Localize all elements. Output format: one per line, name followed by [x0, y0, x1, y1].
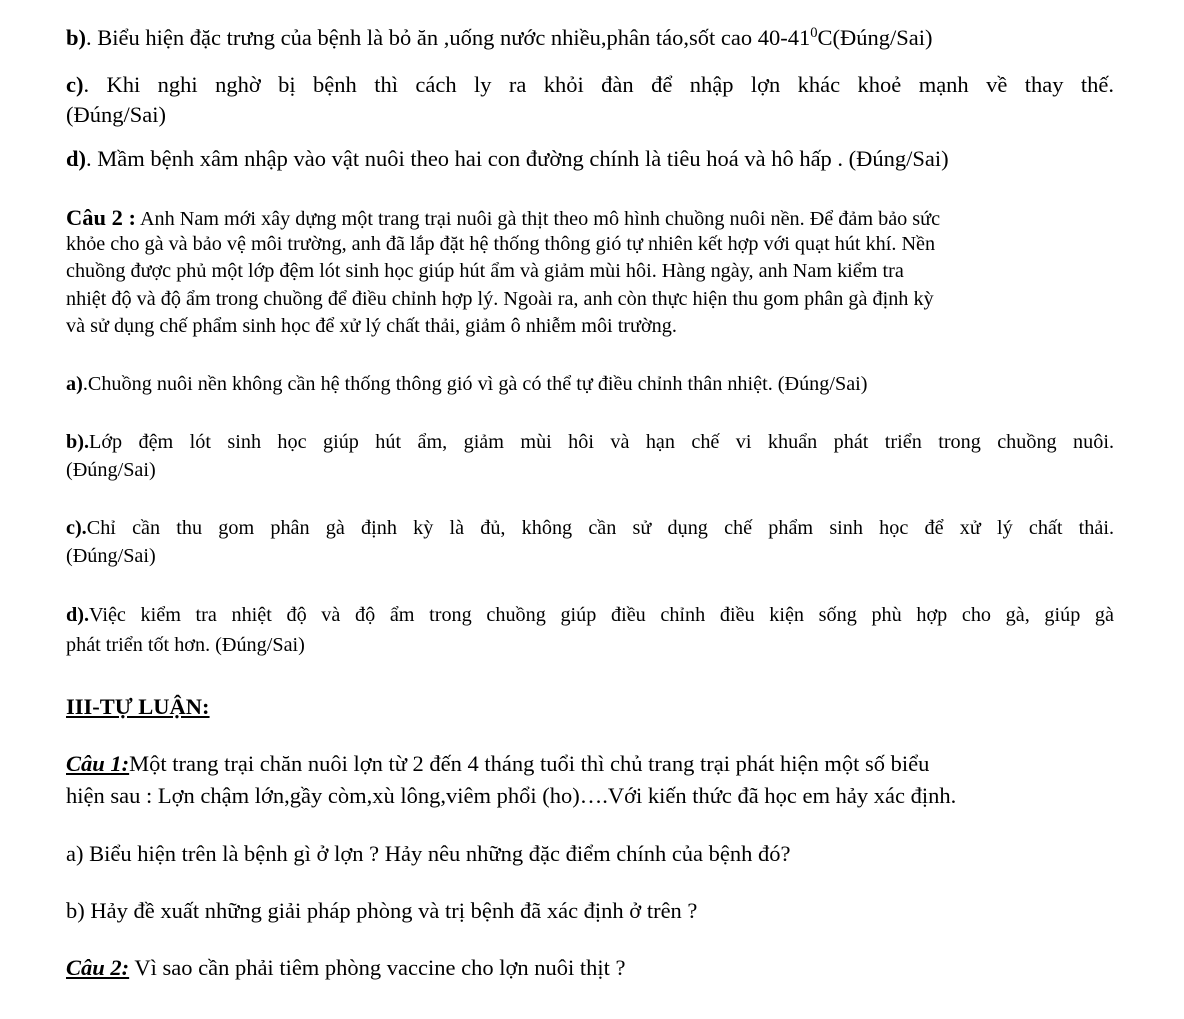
degree-superscript: 0 — [810, 24, 818, 41]
statement-2d-line1 — [66, 604, 1114, 627]
statement-2b-line1 — [66, 431, 1114, 454]
question-text: hiện sau : Lợn chậm lớn,gầy còm,xù lông,viêm phổi (ho)….Với kiến thức đã học em hảy xác định. — [66, 783, 957, 808]
statement-text: phát triển tốt hơn. (Đúng/Sai) — [66, 634, 305, 656]
paragraph-text: và sử dụng chế phẩm sinh học để xử lý chất thải, giảm ô nhiễm môi trường. — [66, 315, 677, 337]
statement-text: Lớp đệm lót sinh học giúp hút ẩm, giảm mùi hôi và hạn chế vi khuẩn phát triển trong chuồng nuôi. — [89, 431, 1114, 453]
statement-label: b) — [66, 25, 87, 50]
statement-text: .Chuồng nuôi nền không cần hệ thống thông gió vì gà có thể tự điều chỉnh thân nhiệt. (Đúng/Sai) — [82, 373, 868, 395]
statement-2a — [66, 373, 868, 396]
statement-text: . Khi nghi nghờ bị bệnh thì cách ly ra khỏi đàn để nhập lợn khác khoẻ mạnh về thay thế. — [83, 72, 1114, 97]
section-heading: III-TỰ LUẬN: — [66, 694, 210, 719]
statement-text: . Biểu hiện đặc trưng của bệnh là bỏ ăn ,uống nước nhiều,phân táo,sốt cao 40-41 — [86, 25, 811, 50]
statement-2d-line2 — [66, 634, 305, 657]
statement-b — [66, 25, 933, 51]
paragraph-text: nhiệt độ và độ ẩm trong chuồng để điều chỉnh hợp lý. Ngoài ra, anh còn thực hiện thu gom phân gà định kỳ — [66, 288, 934, 310]
sub-question-text: b) Hảy đề xuất những giải pháp phòng và trị bệnh đã xác định ở trên ? — [66, 898, 698, 923]
essay-question-1-line2 — [66, 783, 956, 809]
sub-question-text: a) Biểu hiện trên là bệnh gì ở lợn ? Hảy nêu những đặc điểm chính của bệnh đó? — [66, 841, 791, 866]
statement-2c-line1 — [66, 517, 1114, 540]
statement-text: Việc kiểm tra nhiệt độ và độ ẩm trong chuồng giúp điều chỉnh điều kiện sống phù hợp cho gà, giúp gà — [89, 604, 1114, 626]
question-2-paragraph-line2 — [66, 233, 935, 256]
question-text: Vì sao cần phải tiêm phòng vaccine cho lợn nuôi thịt ? — [129, 955, 626, 980]
question-2-paragraph-line1 — [66, 206, 940, 231]
statement-label: b). — [66, 431, 89, 453]
statement-text-end: C(Đúng/Sai) — [817, 25, 933, 50]
paragraph-text: chuồng được phủ một lớp đệm lót sinh học giúp hút ẩm và giảm mùi hôi. Hàng ngày, anh Nam kiểm tra — [66, 260, 904, 282]
statement-answer-hint: (Đúng/Sai) — [66, 545, 156, 567]
question-label: Câu 2 : — [66, 205, 137, 230]
statement-c-line1 — [66, 72, 1114, 98]
statement-text: . Mầm bệnh xâm nhập vào vật nuôi theo hai con đường chính là tiêu hoá và hô hấp . (Đúng/Sai) — [86, 146, 949, 171]
paragraph-text: Anh Nam mới xây dựng một trang trại nuôi gà thịt theo mô hình chuồng nuôi nền. Để đảm bảo sức — [136, 208, 941, 230]
statement-answer-hint: (Đúng/Sai) — [66, 102, 166, 127]
statement-label: a) — [66, 373, 83, 395]
essay-question-1a — [66, 841, 791, 867]
essay-question-1b — [66, 898, 697, 924]
statement-2b-line2 — [66, 459, 156, 482]
question-label: Câu 1: — [66, 751, 130, 776]
question-2-paragraph-line4 — [66, 288, 934, 311]
paragraph-text: khỏe cho gà và bảo vệ môi trường, anh đã lắp đặt hệ thống thông gió tự nhiên kết hợp với quạt hút khí. Nền — [66, 233, 936, 255]
statement-d — [66, 146, 949, 172]
question-text: Một trang trại chăn nuôi lợn từ 2 đến 4 tháng tuổi thì chủ trang trại phát hiện một số biểu — [129, 751, 930, 776]
statement-2c-line2 — [66, 545, 156, 568]
question-2-paragraph-line3 — [66, 260, 904, 283]
statement-label: c). — [66, 517, 87, 539]
question-2-paragraph-line5 — [66, 315, 677, 338]
statement-c-line2 — [66, 102, 166, 128]
statement-answer-hint: (Đúng/Sai) — [66, 459, 156, 481]
essay-question-1-line1 — [66, 751, 929, 777]
question-label: Câu 2: — [66, 955, 130, 980]
essay-question-2 — [66, 955, 626, 981]
statement-label: d). — [66, 604, 89, 626]
statement-label: c) — [66, 72, 84, 97]
statement-text: Chỉ cần thu gom phân gà định kỳ là đủ, không cần sử dụng chế phẩm sinh học để xử lý chất thải. — [86, 517, 1114, 539]
statement-label: d) — [66, 146, 87, 171]
